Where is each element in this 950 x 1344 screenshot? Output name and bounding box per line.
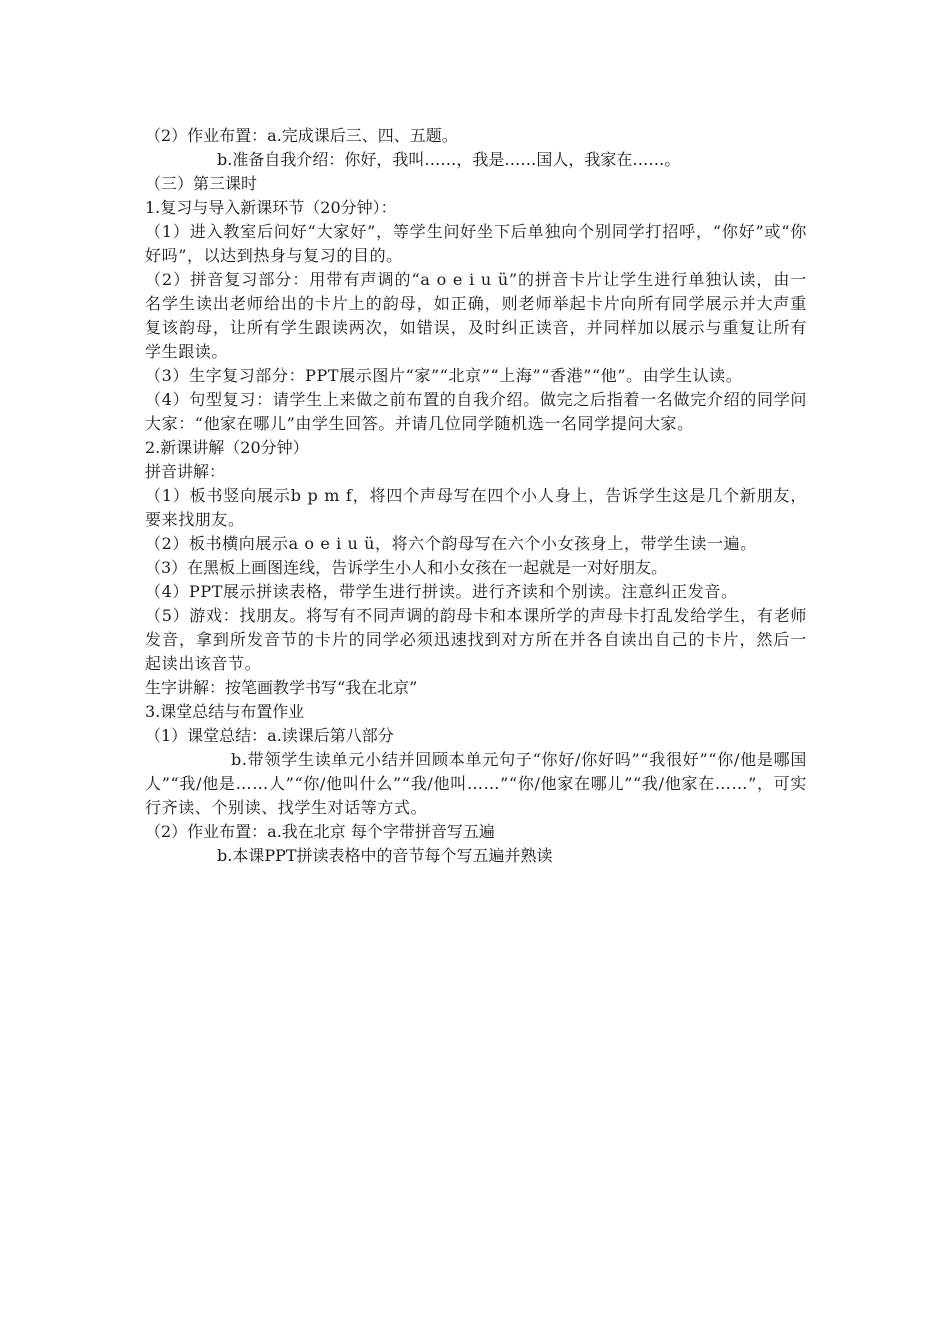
summary-line-1: （1）课堂总结：a.读课后第八部分: [145, 726, 394, 745]
homework-line-2: b.准备自我介绍：你好，我叫……，我是……国人，我家在……。: [217, 150, 681, 169]
review-paragraph-characters: （3）生字复习部分：PPT展示图片“家”“北京”“上海”“香港”“他”。由学生认读。: [145, 366, 743, 385]
subheading-pinyin: 拼音讲解：: [145, 462, 226, 481]
step-heading-review: 1.复习与导入新课环节（20分钟）：: [145, 198, 397, 217]
homework-line-1: （2）作业布置：a.完成课后三、四、五题。: [145, 126, 458, 145]
homework-line-3: （2）作业布置：a.我在北京 每个字带拼音写五遍: [145, 822, 495, 841]
subheading-characters: 生字讲解：按笔画教学书写“我在北京”: [145, 678, 418, 697]
step-heading-summary: 3.课堂总结与布置作业: [145, 702, 305, 721]
review-paragraph-pinyin: （2）拼音复习部分：用带有声调的“a o e i u ü”的拼音卡片让学生进行单独认读，由一名学生读出老师给出的卡片上的韵母，如正确，则老师举起卡片向所有同学展示并大声重复该韵母，让所有学生跟读两次，如错误，及时纠正读音，并同样加以展示与重复让所有学生跟读。: [145, 270, 807, 361]
pinyin-paragraph-initials: （1）板书竖向展示b p m f，将四个声母写在四个小人身上，告诉学生这是几个新朋友，要来找朋友。: [145, 486, 807, 529]
review-paragraph-sentences: （4）句型复习：请学生上来做之前布置的自我介绍。做完之后指着一名做完介绍的同学问大家：“他家在哪儿”由学生回答。并请几位同学随机选一名同学提问大家。: [145, 390, 807, 433]
section-heading-third-lesson: （三）第三课时: [145, 174, 258, 193]
step-heading-new-lesson: 2.新课讲解（20分钟）: [145, 438, 309, 457]
homework-line-4: b.本课PPT拼读表格中的音节每个写五遍并熟读: [217, 846, 553, 865]
lesson-plan-text: [145, 124, 807, 868]
pinyin-line-connect: （3）在黑板上画图连线，告诉学生小人和小女孩在一起就是一对好朋友。: [145, 558, 668, 577]
pinyin-paragraph-game: （5）游戏：找朋友。将写有不同声调的韵母卡和本课所学的声母卡打乱发给学生，有老师发音，拿到所发音节的卡片的同学必须迅速找到对方所在并各自读出自己的卡片，然后一起读出该音节。: [145, 606, 807, 673]
summary-paragraph-review: b.带领学生读单元小结并回顾本单元句子“你好/你好吗”“我很好”“你/他是哪国人”“我/他是……人”“你/他叫什么”“我/他叫……”“你/他家在哪儿”“我/他家在……”，可实行齐读、个别读、找学生对话等方式。: [145, 750, 807, 817]
pinyin-paragraph-table: （4）PPT展示拼读表格，带学生进行拼读。进行齐读和个别读。注意纠正发音。: [145, 582, 738, 601]
review-paragraph-greeting: （1）进入教室后问好“大家好”，等学生问好坐下后单独向个别同学打招呼，“你好”或“你好吗”，以达到热身与复习的目的。: [145, 222, 807, 265]
pinyin-paragraph-finals: （2）板书横向展示a o e i u ü，将六个韵母写在六个小女孩身上，带学生读一遍。: [145, 534, 757, 553]
